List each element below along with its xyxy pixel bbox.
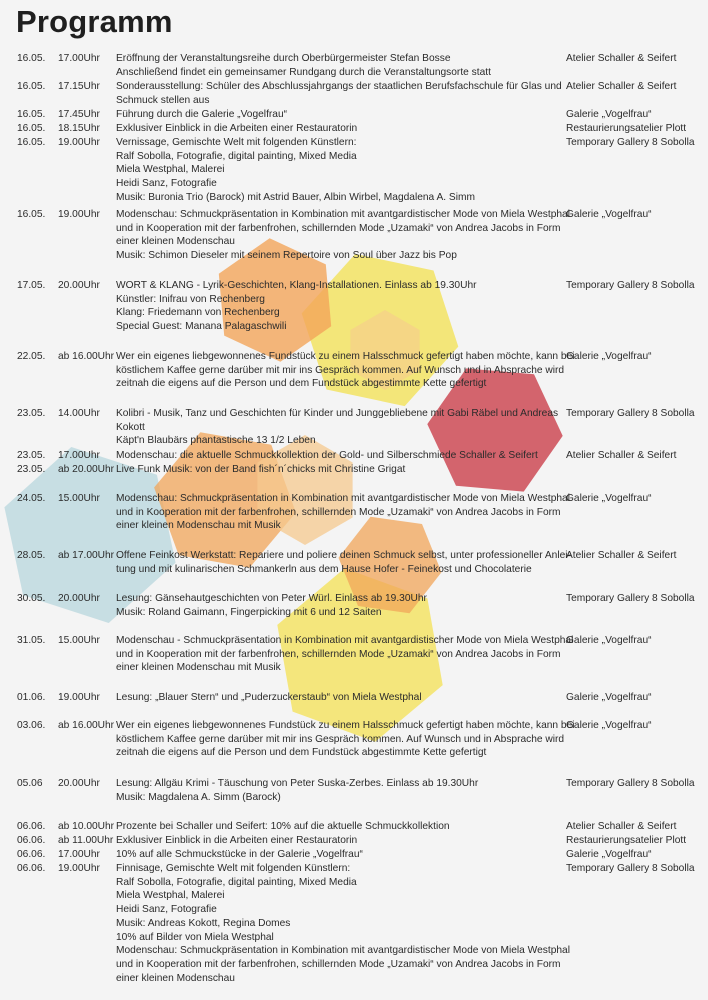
- description-line: Special Guest: Manana Palagaschwili: [116, 321, 287, 333]
- entry-time: 19.00Uhr: [58, 863, 100, 874]
- entry-time: 17.45Uhr: [58, 109, 100, 120]
- entry-venue: Galerie „Vogelfrau“: [566, 351, 652, 362]
- description-line: zeitnah die eigens auf die Person und dem Fundstück abgestimmte Kette gefertigt: [116, 378, 487, 390]
- entry-venue: Galerie „Vogelfrau“: [566, 635, 652, 646]
- description-line: und in Kooperation mit der farbenfrohen, schillernden Mode „Uzamaki“ von Andrea Jacobs in Form: [116, 506, 561, 518]
- entry-time: ab 10.00Uhr: [58, 821, 115, 832]
- entry-time: 19.00Uhr: [58, 692, 100, 703]
- entry-description: [116, 208, 570, 263]
- entry-time: 15.00Uhr: [58, 493, 100, 504]
- entry-time: 14.00Uhr: [58, 408, 100, 419]
- entry-time: ab 17.00Uhr: [58, 550, 115, 561]
- entry-description: [116, 848, 561, 862]
- entry-venue: Galerie „Vogelfrau“: [566, 109, 652, 120]
- page-title: Programm: [16, 4, 173, 39]
- description-line: Klang: Friedemann von Rechenberg: [116, 307, 280, 319]
- entry-description: [116, 279, 561, 334]
- entry-date: 24.05.: [17, 493, 46, 504]
- entry-date: 05.06: [17, 778, 43, 789]
- entry-description: [116, 80, 561, 107]
- description-line: einer kleinen Modenschau: [116, 236, 235, 248]
- entry-venue: Restaurierungsatelier Plott: [566, 123, 687, 134]
- description-line: Modenschau: Schmuckpräsentation in Kombination mit avantgardistischer Mode von Miela Westphal: [116, 945, 570, 957]
- description-line: köstlichem Kaffee gerne darüber mit mir ins Gespräch kommen. Auf Wunsch und in Absprache wird: [116, 733, 565, 745]
- description-line: Prozente bei Schaller und Seifert: 10% auf die aktuelle Schmuckkollektion: [116, 821, 450, 832]
- description-line: Kokott: [116, 421, 145, 433]
- entry-description: [116, 463, 561, 477]
- entry-time: 20.00Uhr: [58, 778, 100, 789]
- description-line: 10% auf alle Schmuckstücke in der Galerie „Vogelfrau“: [116, 849, 363, 860]
- description-line: Wer ein eigenes liebgewonnenes Fundstück zu einem Halsschmuck gefertigt haben möchte, kann bei: [116, 351, 575, 362]
- description-line: Exklusiver Einblick in die Arbeiten einer Restauratorin: [116, 123, 358, 134]
- entry-venue: Temporary Gallery 8 Sobolla: [566, 778, 695, 789]
- entry-description: [116, 108, 561, 122]
- entry-time: 15.00Uhr: [58, 635, 100, 646]
- entry-description: [116, 350, 575, 391]
- entry-date: 16.05.: [17, 109, 46, 120]
- entry-date: 16.05.: [17, 81, 46, 92]
- entry-description: [116, 52, 561, 79]
- description-line: köstlichem Kaffee gerne darüber mit mir ins Gespräch kommen. Auf Wunsch und in Absprache wird: [116, 364, 565, 376]
- description-line: und in Kooperation mit der farbenfrohen, schillernden Mode „Uzamaki“ von Andrea Jacobs in Form: [116, 222, 561, 234]
- entry-time: ab 16.00Uhr: [58, 720, 115, 731]
- entry-time: 19.00Uhr: [58, 137, 100, 148]
- entry-description: [116, 136, 561, 205]
- entry-time: ab 11.00Uhr: [58, 835, 114, 846]
- description-line: Musik: Buronia Trio (Barock) mit Astrid Bauer, Albin Wirbel, Magdalena A. Simm: [116, 191, 475, 203]
- entry-date: 03.06.: [17, 720, 46, 731]
- entry-venue: Galerie „Vogelfrau“: [566, 720, 652, 731]
- entry-description: [116, 820, 561, 834]
- entry-venue: Temporary Gallery 8 Sobolla: [566, 593, 695, 604]
- entry-venue: Temporary Gallery 8 Sobolla: [566, 863, 695, 874]
- description-line: Wer ein eigenes liebgewonnenes Fundstück zu einem Halsschmuck gefertigt haben möchte, kann bei: [116, 720, 575, 731]
- entry-date: 16.05.: [17, 209, 46, 220]
- entry-date: 17.05.: [17, 280, 46, 291]
- entry-time: 17.00Uhr: [58, 450, 100, 461]
- description-line: WORT & KLANG - Lyrik-Geschichten, Klang-Installationen. Einlass ab 19.30Uhr: [116, 280, 477, 291]
- description-line: Musik: Andreas Kokott, Regina Domes: [116, 917, 291, 929]
- entry-venue: Atelier Schaller & Seifert: [566, 81, 677, 92]
- entry-time: 20.00Uhr: [58, 280, 100, 291]
- entry-date: 16.05.: [17, 137, 46, 148]
- entry-description: [116, 834, 561, 848]
- description-line: Sonderausstellung: Schüler des Abschlussjahrgangs der staatlichen Berufsfachschule für Glas und: [116, 81, 562, 92]
- description-line: Modenschau: Schmuckpräsentation in Kombination mit avantgardistischer Mode von Miela Westphal: [116, 493, 570, 504]
- entry-venue: Temporary Gallery 8 Sobolla: [566, 408, 695, 419]
- entry-venue: Atelier Schaller & Seifert: [566, 450, 677, 461]
- entry-date: 06.06.: [17, 835, 46, 846]
- description-line: Musik: Roland Gaimann, Fingerpicking mit 6 und 12 Saiten: [116, 606, 382, 618]
- entry-time: 18.15Uhr: [58, 123, 100, 134]
- description-line: einer kleinen Modenschau mit Musik: [116, 662, 281, 674]
- description-line: Modenschau: Schmuckpräsentation in Kombination mit avantgardistischer Mode von Miela Westphal: [116, 209, 570, 220]
- entry-description: [116, 634, 574, 675]
- description-line: Vernissage, Gemischte Welt mit folgenden Künstlern:: [116, 137, 357, 148]
- description-line: Lesung: „Blauer Stern“ und „Puderzuckerstaub“ von Miela Westphal: [116, 692, 422, 703]
- description-line: tung und mit kulinarischen Schmankerln aus dem Hause Hofer - Feinekost und Chocolaterie: [116, 563, 532, 575]
- description-line: Miela Westphal, Malerei: [116, 890, 225, 902]
- entry-venue: Atelier Schaller & Seifert: [566, 53, 677, 64]
- entry-date: 31.05.: [17, 635, 46, 646]
- entry-date: 23.05.: [17, 450, 46, 461]
- description-line: einer kleinen Modenschau: [116, 972, 235, 984]
- entry-time: ab 20.00Uhr: [58, 464, 115, 475]
- entry-description: [116, 407, 561, 448]
- entry-venue: Galerie „Vogelfrau“: [566, 692, 652, 703]
- description-line: einer kleinen Modenschau mit Musik: [116, 520, 281, 532]
- entry-description: [116, 719, 575, 760]
- entry-time: 17.00Uhr: [58, 53, 100, 64]
- description-line: zeitnah die eigens auf die Person und dem Fundstück abgestimmte Kette gefertigt: [116, 747, 487, 759]
- description-line: Offene Feinkost Werkstatt: Repariere und poliere deinen Schmuck selbst, unter professioneller Anlei-: [116, 550, 571, 561]
- entry-venue: Galerie „Vogelfrau“: [566, 849, 652, 860]
- entry-date: 16.05.: [17, 123, 46, 134]
- entry-date: 30.05.: [17, 593, 46, 604]
- entry-time: 20.00Uhr: [58, 593, 100, 604]
- entry-time: ab 16.00Uhr: [58, 351, 115, 362]
- entry-date: 06.06.: [17, 821, 46, 832]
- entry-date: 28.05.: [17, 550, 46, 561]
- description-line: Käpt'n Blaubärs phantastische 13 1/2 Leben: [116, 435, 316, 447]
- description-line: Live Funk Musik: von der Band fish´n´chicks mit Christine Grigat: [116, 464, 406, 475]
- entry-venue: Atelier Schaller & Seifert: [566, 821, 677, 832]
- description-line: Ralf Sobolla, Fotografie, digital painting, Mixed Media: [116, 150, 357, 162]
- entry-venue: Atelier Schaller & Seifert: [566, 550, 677, 561]
- entry-venue: Restaurierungsatelier Plott: [566, 835, 687, 846]
- description-line: Miela Westphal, Malerei: [116, 164, 225, 176]
- description-line: Heidi Sanz, Fotografie: [116, 904, 217, 916]
- description-line: Ralf Sobolla, Fotografie, digital painting, Mixed Media: [116, 876, 357, 888]
- description-line: Lesung: Allgäu Krimi - Täuschung von Peter Suska-Zerbes. Einlass ab 19.30Uhr: [116, 778, 479, 789]
- entry-time: 17.15Uhr: [58, 81, 100, 92]
- entry-description: [116, 449, 561, 463]
- entry-description: [116, 122, 561, 136]
- description-line: Exklusiver Einblick in die Arbeiten einer Restauratorin: [116, 835, 358, 846]
- entry-venue: Temporary Gallery 8 Sobolla: [566, 280, 695, 291]
- entry-date: 23.05.: [17, 408, 46, 419]
- description-line: Führung durch die Galerie „Vogelfrau“: [116, 109, 288, 120]
- entry-venue: Temporary Gallery 8 Sobolla: [566, 137, 695, 148]
- description-line: Modenschau: die aktuelle Schmuckkollektion der Gold- und Silberschmiede Schaller & Seifert: [116, 450, 538, 461]
- description-line: Lesung: Gänsehautgeschichten von Peter Würl. Einlass ab 19.30Uhr: [116, 593, 427, 604]
- description-line: Anschließend findet ein gemeinsamer Rundgang durch die Veranstaltungsorte statt: [116, 66, 491, 78]
- entry-description: [116, 862, 570, 985]
- description-line: und in Kooperation mit der farbenfrohen, schillernden Mode „Uzamaki“ von Andrea Jacobs in Form: [116, 958, 561, 970]
- description-line: Musik: Magdalena A. Simm (Barock): [116, 791, 281, 803]
- entry-date: 01.06.: [17, 692, 46, 703]
- description-line: Schmuck stellen aus: [116, 94, 210, 106]
- entry-date: 06.06.: [17, 849, 46, 860]
- entry-venue: Galerie „Vogelfrau“: [566, 209, 652, 220]
- entry-description: [116, 777, 561, 804]
- description-line: Modenschau - Schmuckpräsentation in Kombination mit avantgardistischer Mode von Miela Westphal: [116, 635, 574, 646]
- entry-description: [116, 691, 561, 705]
- description-line: und in Kooperation mit der farbenfrohen, schillernden Mode „Uzamaki“ von Andrea Jacobs in Form: [116, 648, 561, 660]
- description-line: Künstler: Inifrau von Rechenberg: [116, 293, 265, 305]
- entry-date: 16.05.: [17, 53, 46, 64]
- description-line: Kolibri - Musik, Tanz und Geschichten für Kinder und Junggebliebene mit Gabi Räbel und Andreas: [116, 408, 559, 419]
- entry-description: [116, 492, 570, 533]
- entry-date: 22.05.: [17, 351, 46, 362]
- description-line: Eröffnung der Veranstaltungsreihe durch Oberbürgermeister Stefan Bosse: [116, 53, 451, 64]
- description-line: Heidi Sanz, Fotografie: [116, 178, 217, 190]
- entry-venue: Galerie „Vogelfrau“: [566, 493, 652, 504]
- entry-date: 23.05.: [17, 464, 46, 475]
- description-line: 10% auf Bilder von Miela Westphal: [116, 931, 274, 943]
- entry-time: 19.00Uhr: [58, 209, 100, 220]
- description-line: Musik: Schimon Dieseler mit seinem Repertoire von Soul über Jazz bis Pop: [116, 250, 457, 262]
- description-line: Finnisage, Gemischte Welt mit folgenden Künstlern:: [116, 863, 351, 874]
- entry-time: 17.00Uhr: [58, 849, 100, 860]
- entry-description: [116, 549, 571, 576]
- entry-description: [116, 592, 561, 619]
- entry-date: 06.06.: [17, 863, 46, 874]
